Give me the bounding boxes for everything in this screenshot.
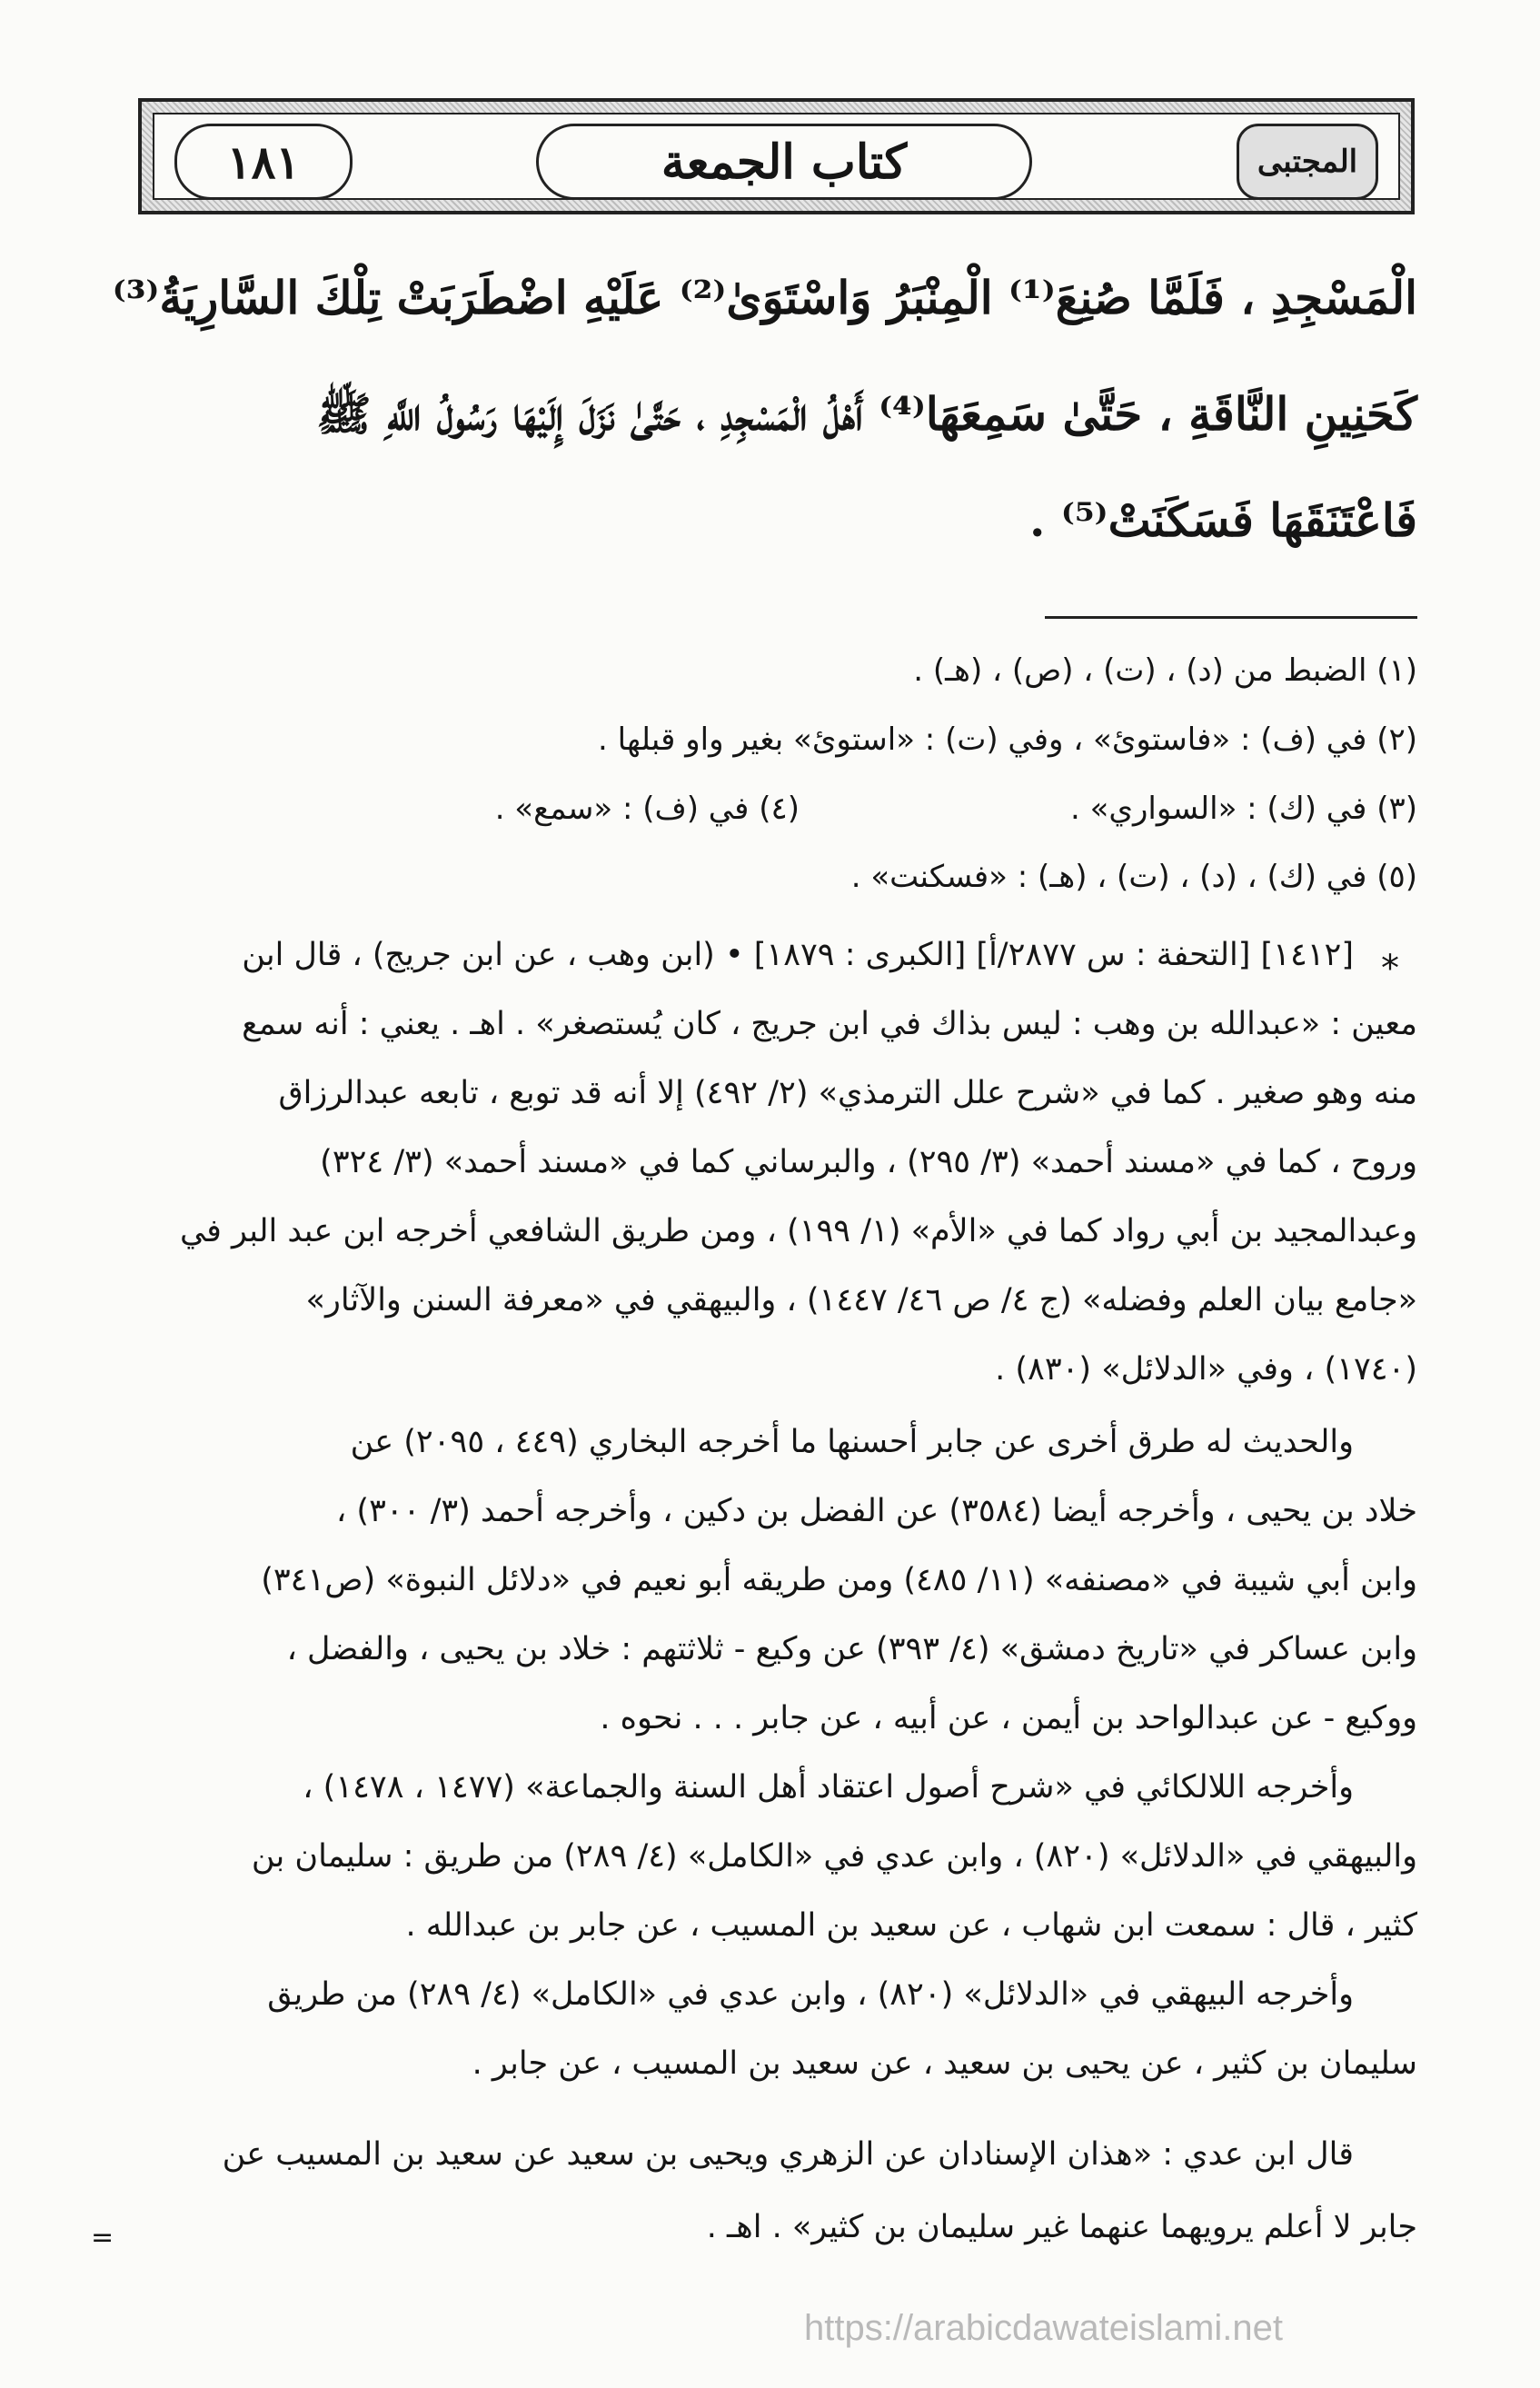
footnote-2: (٢) في (ف) : «فاستوئ» ، وفي (ت) : «استوئ» بغير واو قبلها . [598, 721, 1417, 758]
commentary-line: منه وهو صغير . كما في «شرح علل الترمذي» (٢/ ٤٩٢) إلا أنه قد توبع ، تابعه عبدالرزاق [278, 1075, 1417, 1111]
hadith-line-3: فَاعْتَنَقَهَا فَسَكَنَتْ⁽⁵⁾ . [1029, 493, 1417, 547]
commentary-line: وابن أبي شيبة في «مصنفه» (١١/ ٤٨٥) ومن طريقه أبو نعيم في «دلائل النبوة» (ص٣٤١) [261, 1562, 1417, 1598]
commentary-line: سليمان بن كثير ، عن يحيى بن سعيد ، عن سعيد بن المسيب ، عن جابر . [472, 2045, 1417, 2082]
margin-mark: = [91, 2222, 114, 2254]
commentary-line: ووكيع - عن عبدالواحد بن أيمن ، عن أبيه ، عن جابر . . . نحوه . [600, 1700, 1417, 1736]
commentary-line: كثير ، قال : سمعت ابن شهاب ، عن سعيد بن المسيب ، عن جابر بن عبدالله . [405, 1907, 1417, 1944]
commentary-line: قال ابن عدي : «هذان الإسنادان عن الزهري ويحيى بن سعيد عن سعيد بن المسيب عن [222, 2136, 1354, 2173]
commentary-line: وأخرجه اللالكائي في «شرح أصول اعتقاد أهل السنة والجماعة» (١٤٧٧ ، ١٤٧٨) ، [303, 1769, 1354, 1806]
watermark-url: https://arabicdawateislami.net [804, 2308, 1283, 2348]
hadith-line-2: كَحَنِينِ النَّاقَةِ ، حَتَّىٰ سَمِعَهَا⁽⁴⁾ أَهْلُ الْمَسْجِدِ ، حَتَّىٰ نَزَلَ إِلَيْهَا رَسُولُ اللَّهِ ﷺ [316, 387, 1417, 441]
commentary-line: والحديث له طرق أخرى عن جابر أحسنها ما أخرجه البخاري (٤٤٩ ، ٢٠٩٥) عن [350, 1424, 1354, 1460]
commentary-line: وعبدالمجيد بن أبي رواد كما في «الأم» (١/ ١٩٩) ، ومن طريق الشافعي أخرجه ابن عبد البر في [179, 1213, 1417, 1249]
commentary-line: (١٧٤٠) ، وفي «الدلائل» (٨٣٠) . [995, 1351, 1417, 1388]
header-inner-border [153, 113, 1400, 200]
commentary-line: وروح ، كما في «مسند أحمد» (٣/ ٢٩٥) ، والبرساني كما في «مسند أحمد» (٣/ ٣٢٤) [320, 1144, 1417, 1180]
chapter-title: كتاب الجمعة [536, 124, 1032, 200]
footnote-3: (٣) في (ك) : «السواري» . [1069, 791, 1417, 827]
commentary-line: وأخرجه البيهقي في «الدلائل» (٨٢٠) ، وابن عدي في «الكامل» (٤/ ٢٨٩) من طريق [267, 1976, 1354, 2013]
page-header [138, 98, 1415, 214]
commentary-line: خلاد بن يحيى ، وأخرجه أيضا (٣٥٨٤) عن الفضل بن دكين ، وأخرجه أحمد (٣/ ٣٠٠) ، [335, 1493, 1417, 1529]
commentary-line: وابن عساكر في «تاريخ دمشق» (٤/ ٣٩٣) عن وكيع - ثلاثتهم : خلاد بن يحيى ، والفضل ، [286, 1631, 1417, 1667]
hadith-line-1: الْمَسْجِدِ ، فَلَمَّا صُنِعَ⁽¹⁾ الْمِنْبَرُ وَاسْتَوَىٰ⁽²⁾ عَلَيْهِ اضْطَرَبَتْ تِلْكَ السَّارِيَةُ⁽³⁾ [112, 271, 1417, 324]
commentary-line: معين : «عبدالله بن وهب : ليس بذاك في ابن جريج ، كان يُستصغر» . اهـ . يعني : أنه سمع [242, 1006, 1417, 1042]
series-title: المجتبى [1237, 124, 1378, 200]
footnote-row-3-4 [136, 791, 1417, 834]
commentary-line: [١٤١٢] [التحفة : س ٢٨٧٧/أ] [الكبرى : ١٨٧٩] • (ابن وهب ، عن ابن جريج) ، قال ابن [242, 937, 1354, 973]
commentary-marker: * [1381, 948, 1399, 990]
page-number: ١٨١ [174, 124, 353, 200]
commentary-line: والبيهقي في «الدلائل» (٨٢٠) ، وابن عدي في «الكامل» (٤/ ٢٨٩) من طريق : سليمان بن [251, 1838, 1417, 1875]
footnote-4: (٤) في (ف) : «سمع» . [494, 791, 800, 827]
commentary-line: «جامع بيان العلم وفضله» (ج ٤/ ص ٤٦/ ١٤٤٧) ، والبيهقي في «معرفة السنن والآثار» [305, 1282, 1417, 1318]
footnote-divider [1045, 616, 1417, 619]
footnote-1: (١) الضبط من (د) ، (ت) ، (ص) ، (هـ) . [913, 652, 1417, 689]
commentary-line: جابر لا أعلم يرويهما عنهما غير سليمان بن كثير» . اهـ . [706, 2209, 1417, 2245]
footnote-5: (٥) في (ك) ، (د) ، (ت) ، (هـ) : «فسكنت» . [850, 859, 1417, 895]
